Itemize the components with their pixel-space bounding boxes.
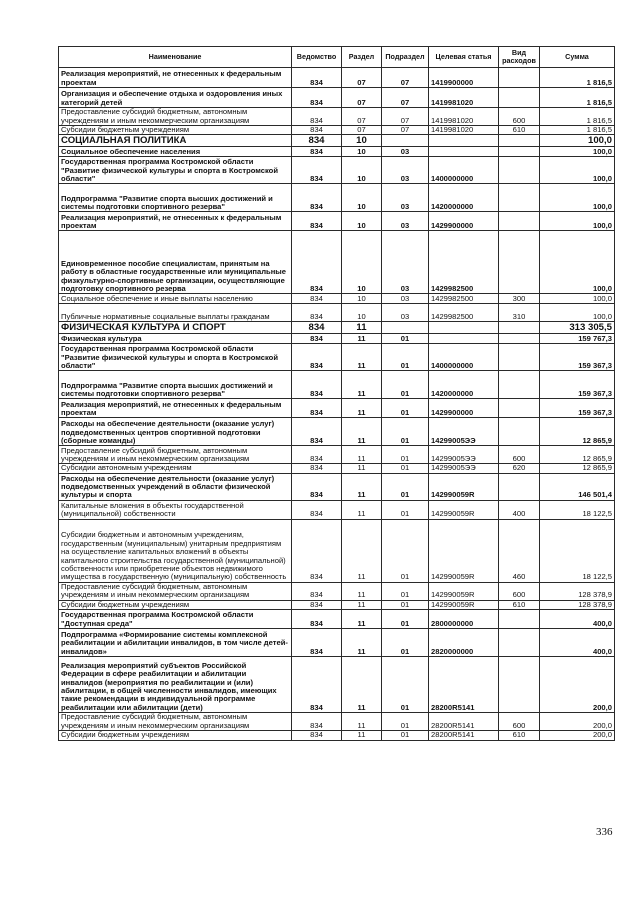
cell-vr [499, 629, 540, 657]
cell-vr: 460 [499, 519, 540, 582]
cell-sum: 146 501,4 [540, 473, 615, 500]
cell-vr [499, 184, 540, 212]
cell-ved: 834 [292, 731, 342, 740]
cell-raz: 07 [342, 68, 382, 88]
table-row [59, 88, 615, 108]
table-row [59, 344, 615, 371]
cell-cs: 14299005ЭЭ [429, 446, 499, 464]
cell-pod: 01 [382, 399, 429, 418]
cell-ved: 834 [292, 371, 342, 399]
cell-pod: 07 [382, 126, 429, 135]
cell-name: Субсидии бюджетным и автономным учреждениям, государственным (муниципальным) унитарным предприятиям на осуществление капитальных вложений в объекты капитального строительства государственной (муниципальной) собственности или приобретение объектов недвижимого имущества в государственную (муниципальную) собственность [59, 519, 292, 582]
cell-name: Социальное обеспечение населения [59, 147, 292, 157]
cell-ved: 834 [292, 68, 342, 88]
cell-sum: 100,0 [540, 135, 615, 147]
cell-pod: 01 [382, 446, 429, 464]
table-row [59, 610, 615, 629]
header-vedomstvo: Ведомство [292, 47, 342, 68]
cell-sum: 200,0 [540, 731, 615, 740]
cell-ved: 834 [292, 147, 342, 157]
cell-pod: 01 [382, 657, 429, 713]
header-sum: Сумма [540, 47, 615, 68]
cell-vr: 610 [499, 126, 540, 135]
cell-name: Предоставление субсидий бюджетным, автономным учреждениям и иным некоммерческим организациям [59, 108, 292, 126]
cell-cs: 28200R5141 [429, 713, 499, 731]
cell-raz: 10 [342, 157, 382, 184]
cell-ved: 834 [292, 418, 342, 446]
cell-cs: 2800000000 [429, 610, 499, 629]
cell-pod: 03 [382, 294, 429, 304]
cell-vr [499, 88, 540, 108]
header-name: Наименование [59, 47, 292, 68]
cell-ved: 834 [292, 157, 342, 184]
cell-raz: 07 [342, 88, 382, 108]
cell-name: Реализация мероприятий, не отнесенных к федеральным проектам [59, 212, 292, 231]
cell-vr: 310 [499, 304, 540, 322]
header-podrazdel: Подраздел [382, 47, 429, 68]
table-row [59, 135, 615, 147]
cell-sum: 100,0 [540, 147, 615, 157]
cell-vr [499, 418, 540, 446]
cell-sum: 1 816,5 [540, 108, 615, 126]
cell-vr: 600 [499, 108, 540, 126]
cell-cs: 1400000000 [429, 157, 499, 184]
cell-pod: 03 [382, 184, 429, 212]
cell-sum: 128 378,9 [540, 582, 615, 600]
cell-cs: 142990059R [429, 600, 499, 609]
cell-raz: 11 [342, 500, 382, 519]
cell-ved: 834 [292, 464, 342, 473]
table-row [59, 212, 615, 231]
cell-pod: 01 [382, 610, 429, 629]
cell-sum: 159 767,3 [540, 334, 615, 344]
cell-vr: 300 [499, 294, 540, 304]
cell-vr [499, 657, 540, 713]
cell-vr: 400 [499, 500, 540, 519]
cell-pod: 01 [382, 713, 429, 731]
cell-name: Предоставление субсидий бюджетным, автономным учреждениям и иным некоммерческим организациям [59, 582, 292, 600]
cell-sum: 1 816,5 [540, 68, 615, 88]
cell-ved: 834 [292, 629, 342, 657]
cell-ved: 834 [292, 519, 342, 582]
cell-vr [499, 147, 540, 157]
cell-ved: 834 [292, 713, 342, 731]
cell-sum: 100,0 [540, 304, 615, 322]
cell-raz: 11 [342, 600, 382, 609]
page-number: 336 [596, 826, 613, 838]
cell-name: Расходы на обеспечение деятельности (оказание услуг) подведомственных учреждений в области физической культуры и спорта [59, 473, 292, 500]
cell-vr [499, 344, 540, 371]
cell-name: Субсидии бюджетным учреждениям [59, 731, 292, 740]
table-row [59, 184, 615, 212]
cell-vr [499, 322, 540, 334]
table-row [59, 108, 615, 126]
cell-raz: 11 [342, 582, 382, 600]
cell-pod: 07 [382, 88, 429, 108]
cell-sum: 159 367,3 [540, 371, 615, 399]
cell-name: Подпрограмма "Развитие спорта высших достижений и системы подготовки спортивного резерва" [59, 371, 292, 399]
cell-ved: 834 [292, 108, 342, 126]
table-row [59, 446, 615, 464]
cell-ved: 834 [292, 334, 342, 344]
cell-vr: 620 [499, 464, 540, 473]
cell-cs [429, 334, 499, 344]
cell-raz: 10 [342, 294, 382, 304]
cell-cs [429, 135, 499, 147]
cell-pod: 07 [382, 108, 429, 126]
cell-pod: 01 [382, 418, 429, 446]
table-row [59, 399, 615, 418]
table-row [59, 713, 615, 731]
cell-vr [499, 135, 540, 147]
table-row [59, 371, 615, 399]
cell-vr: 600 [499, 713, 540, 731]
cell-pod: 07 [382, 68, 429, 88]
table-header-row [59, 47, 615, 68]
cell-cs: 1429982500 [429, 304, 499, 322]
cell-ved: 834 [292, 184, 342, 212]
cell-vr [499, 371, 540, 399]
cell-name: Субсидии автономным учреждениям [59, 464, 292, 473]
cell-name: Субсидии бюджетным учреждениям [59, 126, 292, 135]
cell-cs: 1429900000 [429, 212, 499, 231]
cell-name: Реализация мероприятий субъектов Российской Федерации в сфере реабилитации и абилитации инвалидов (мероприятия по реабилитации и (или) абилитации, в общей численности инвалидов, имеющих такие рекомендации в индивидуальной программе реабилитации или абилитации (дети) [59, 657, 292, 713]
cell-name: Единовременное пособие специалистам, принятым на работу в областные государственные или муниципальные физкультурно-спортивные организации, осуществляющие подготовку спортивного резерва [59, 231, 292, 294]
cell-pod: 03 [382, 231, 429, 294]
cell-pod: 01 [382, 371, 429, 399]
cell-raz: 11 [342, 713, 382, 731]
cell-raz: 11 [342, 399, 382, 418]
table-row [59, 519, 615, 582]
table-row [59, 657, 615, 713]
cell-ved: 834 [292, 473, 342, 500]
cell-name: ФИЗИЧЕСКАЯ КУЛЬТУРА И СПОРТ [59, 322, 292, 334]
cell-name: Предоставление субсидий бюджетным, автономным учреждениям и иным некоммерческим организациям [59, 446, 292, 464]
cell-vr [499, 68, 540, 88]
cell-raz: 11 [342, 344, 382, 371]
cell-cs: 1429900000 [429, 399, 499, 418]
cell-cs: 14299005ЭЭ [429, 418, 499, 446]
table-body [59, 68, 615, 741]
cell-raz: 10 [342, 184, 382, 212]
budget-table [58, 46, 615, 741]
cell-name: Реализация мероприятий, не отнесенных к федеральным проектам [59, 68, 292, 88]
cell-name: Подпрограмма "Развитие спорта высших достижений и системы подготовки спортивного резерва" [59, 184, 292, 212]
cell-pod: 03 [382, 157, 429, 184]
table-row [59, 600, 615, 609]
cell-ved: 834 [292, 294, 342, 304]
cell-sum: 128 378,9 [540, 600, 615, 609]
cell-raz: 11 [342, 610, 382, 629]
cell-sum: 159 367,3 [540, 399, 615, 418]
cell-name: Государственная программа Костромской области "Развитие физической культуры и спорта в Костромской области" [59, 157, 292, 184]
cell-sum: 100,0 [540, 157, 615, 184]
cell-raz: 11 [342, 418, 382, 446]
cell-cs: 142990059R [429, 582, 499, 600]
table-row [59, 231, 615, 294]
cell-name: Капитальные вложения в объекты государственной (муниципальной) собственности [59, 500, 292, 519]
cell-cs: 1429982500 [429, 231, 499, 294]
cell-name: Социальное обеспечение и иные выплаты населению [59, 294, 292, 304]
cell-pod: 01 [382, 731, 429, 740]
cell-name: Государственная программа Костромской области "Развитие физической культуры и спорта в Костромской области" [59, 344, 292, 371]
table-row [59, 473, 615, 500]
cell-ved: 834 [292, 88, 342, 108]
cell-cs [429, 147, 499, 157]
cell-cs: 142990059R [429, 473, 499, 500]
cell-cs: 1419981020 [429, 88, 499, 108]
cell-raz: 11 [342, 334, 382, 344]
cell-vr [499, 399, 540, 418]
cell-ved: 834 [292, 231, 342, 294]
cell-raz: 11 [342, 629, 382, 657]
cell-cs: 1420000000 [429, 184, 499, 212]
cell-sum: 159 367,3 [540, 344, 615, 371]
cell-pod: 03 [382, 304, 429, 322]
cell-pod: 01 [382, 600, 429, 609]
cell-cs: 1420000000 [429, 371, 499, 399]
cell-name: СОЦИАЛЬНАЯ ПОЛИТИКА [59, 135, 292, 147]
cell-sum: 18 122,5 [540, 500, 615, 519]
cell-cs: 1429982500 [429, 294, 499, 304]
cell-vr [499, 610, 540, 629]
cell-ved: 834 [292, 126, 342, 135]
cell-sum: 313 305,5 [540, 322, 615, 334]
cell-sum: 100,0 [540, 212, 615, 231]
cell-cs: 1419981020 [429, 108, 499, 126]
cell-sum: 200,0 [540, 657, 615, 713]
cell-pod: 03 [382, 212, 429, 231]
cell-raz: 11 [342, 657, 382, 713]
header-vid: Вид расходов [499, 47, 540, 68]
cell-pod: 01 [382, 334, 429, 344]
cell-cs: 142990059R [429, 500, 499, 519]
cell-pod: 01 [382, 344, 429, 371]
cell-raz: 11 [342, 371, 382, 399]
cell-raz: 11 [342, 464, 382, 473]
cell-name: Физическая культура [59, 334, 292, 344]
cell-raz: 10 [342, 231, 382, 294]
cell-cs: 1419900000 [429, 68, 499, 88]
cell-sum: 400,0 [540, 629, 615, 657]
cell-cs: 142990059R [429, 519, 499, 582]
cell-name: Расходы на обеспечение деятельности (оказание услуг) подведомственных центров спортивной подготовки (сборные команды) [59, 418, 292, 446]
cell-name: Государственная программа Костромской области "Доступная среда" [59, 610, 292, 629]
cell-pod [382, 322, 429, 334]
cell-ved: 834 [292, 657, 342, 713]
cell-ved: 834 [292, 610, 342, 629]
cell-ved: 834 [292, 344, 342, 371]
cell-ved: 834 [292, 212, 342, 231]
table-row [59, 731, 615, 740]
cell-sum: 100,0 [540, 231, 615, 294]
cell-cs: 14299005ЭЭ [429, 464, 499, 473]
cell-ved: 834 [292, 500, 342, 519]
cell-raz: 11 [342, 322, 382, 334]
cell-raz: 10 [342, 147, 382, 157]
cell-raz: 11 [342, 446, 382, 464]
cell-ved: 834 [292, 582, 342, 600]
cell-pod: 01 [382, 519, 429, 582]
cell-raz: 11 [342, 473, 382, 500]
cell-sum: 1 816,5 [540, 126, 615, 135]
table-row [59, 334, 615, 344]
cell-vr: 600 [499, 446, 540, 464]
cell-ved: 834 [292, 399, 342, 418]
cell-ved: 834 [292, 135, 342, 147]
cell-cs: 28200R5141 [429, 657, 499, 713]
cell-vr [499, 231, 540, 294]
cell-vr [499, 157, 540, 184]
cell-vr: 610 [499, 731, 540, 740]
cell-pod: 01 [382, 500, 429, 519]
cell-pod: 01 [382, 582, 429, 600]
table-row [59, 464, 615, 473]
cell-raz: 10 [342, 135, 382, 147]
table-row [59, 500, 615, 519]
cell-ved: 834 [292, 304, 342, 322]
cell-sum: 12 865,9 [540, 418, 615, 446]
cell-cs [429, 322, 499, 334]
table-row [59, 629, 615, 657]
cell-vr [499, 334, 540, 344]
cell-pod [382, 135, 429, 147]
cell-sum: 100,0 [540, 184, 615, 212]
cell-cs: 1400000000 [429, 344, 499, 371]
cell-raz: 07 [342, 126, 382, 135]
cell-ved: 834 [292, 446, 342, 464]
cell-ved: 834 [292, 322, 342, 334]
header-razdel: Раздел [342, 47, 382, 68]
cell-ved: 834 [292, 600, 342, 609]
cell-sum: 12 865,9 [540, 464, 615, 473]
cell-raz: 10 [342, 212, 382, 231]
cell-sum: 100,0 [540, 294, 615, 304]
cell-raz: 07 [342, 108, 382, 126]
cell-name: Организация и обеспечение отдыха и оздоровления иных категорий детей [59, 88, 292, 108]
cell-raz: 11 [342, 731, 382, 740]
cell-raz: 11 [342, 519, 382, 582]
cell-name: Публичные нормативные социальные выплаты гражданам [59, 304, 292, 322]
cell-sum: 200,0 [540, 713, 615, 731]
cell-vr: 610 [499, 600, 540, 609]
cell-vr [499, 212, 540, 231]
cell-cs: 1419981020 [429, 126, 499, 135]
cell-raz: 10 [342, 304, 382, 322]
cell-sum: 1 816,5 [540, 88, 615, 108]
table-row [59, 157, 615, 184]
cell-vr [499, 473, 540, 500]
cell-vr: 600 [499, 582, 540, 600]
cell-name: Реализация мероприятий, не отнесенных к федеральным проектам [59, 399, 292, 418]
table-row [59, 68, 615, 88]
table-row [59, 418, 615, 446]
header-target: Целевая статья [429, 47, 499, 68]
cell-sum: 400,0 [540, 610, 615, 629]
table-row [59, 147, 615, 157]
table-row [59, 304, 615, 322]
table-row [59, 582, 615, 600]
cell-sum: 18 122,5 [540, 519, 615, 582]
table-row [59, 126, 615, 135]
cell-name: Субсидии бюджетным учреждениям [59, 600, 292, 609]
cell-pod: 03 [382, 147, 429, 157]
table-row [59, 322, 615, 334]
cell-sum: 12 865,9 [540, 446, 615, 464]
cell-name: Предоставление субсидий бюджетным, автономным учреждениям и иным некоммерческим организациям [59, 713, 292, 731]
cell-pod: 01 [382, 629, 429, 657]
cell-name: Подпрограмма «Формирование системы комплексной реабилитации и абилитации инвалидов, в том числе детей-инвалидов» [59, 629, 292, 657]
table-row [59, 294, 615, 304]
cell-pod: 01 [382, 464, 429, 473]
cell-pod: 01 [382, 473, 429, 500]
cell-cs: 28200R5141 [429, 731, 499, 740]
cell-cs: 2820000000 [429, 629, 499, 657]
